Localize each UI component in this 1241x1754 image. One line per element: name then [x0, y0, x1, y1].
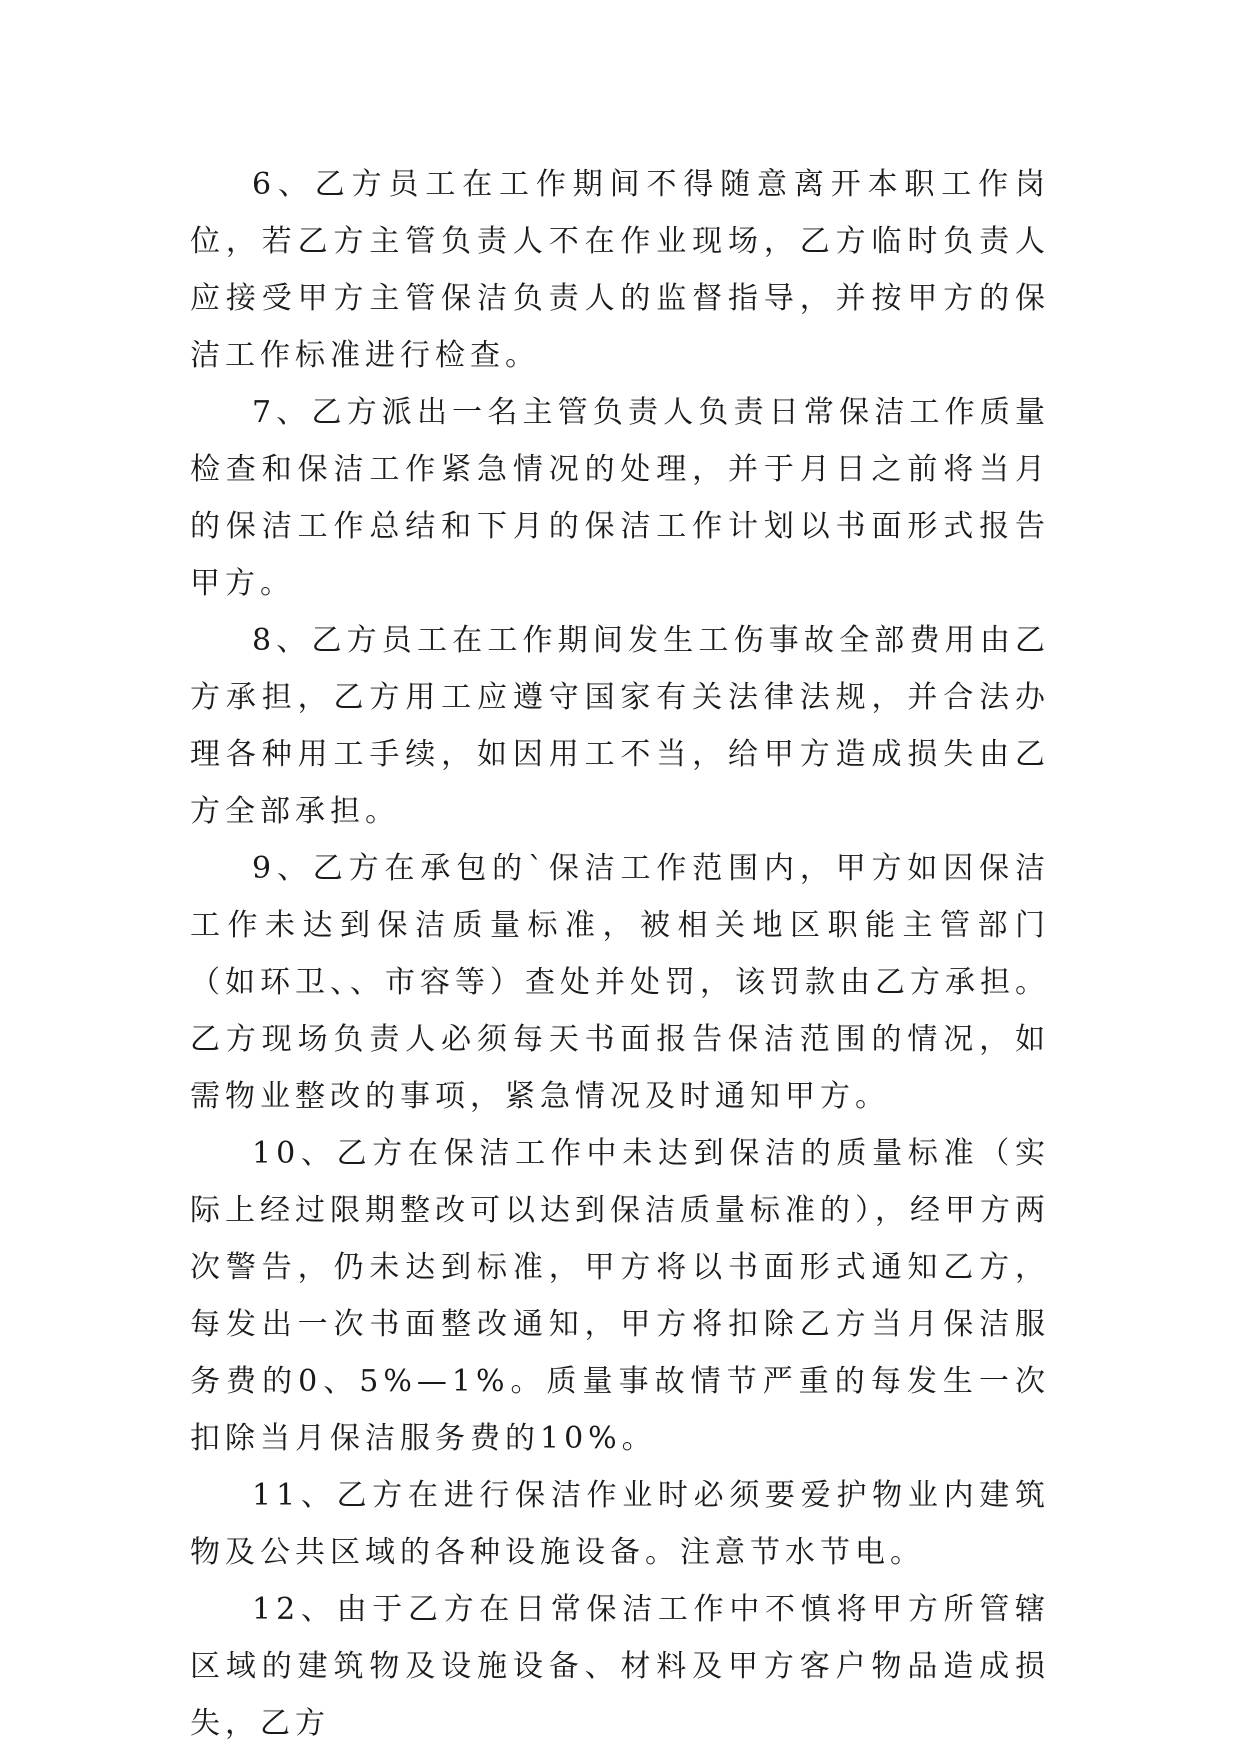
paragraph-6: 6、乙方员工在工作期间不得随意离开本职工作岗位，若乙方主管负责人不在作业现场，乙方临时负责人应接受甲方主管保洁负责人的监督指导，并按甲方的保洁工作标准进行检查。 [190, 167, 1050, 373]
paragraph-11: 11、乙方在进行保洁作业时必须要爱护物业内建筑物及公共区域的各种设施设备。注意节水节电。 [190, 1478, 1050, 1570]
document-body [190, 156, 1050, 1752]
paragraph-9: 9、乙方在承包的`保洁工作范围内，甲方如因保洁工作未达到保洁质量标准，被相关地区职能主管部门（如环卫、、市容等）查处并处罚，该罚款由乙方承担。乙方现场负责人必须每天书面报告保洁范围的情况，如需物业整改的事项，紧急情况及时通知甲方。 [190, 851, 1050, 1114]
paragraph-10: 10、乙方在保洁工作中未达到保洁的质量标准（实际上经过限期整改可以达到保洁质量标准的），经甲方两次警告，仍未达到标准，甲方将以书面形式通知乙方，每发出一次书面整改通知，甲方将扣除乙方当月保洁服务费的0、5%—1%。质量事故情节严重的每发生一次扣除当月保洁服务费的10%。 [190, 1136, 1050, 1456]
paragraph-7: 7、乙方派出一名主管负责人负责日常保洁工作质量检查和保洁工作紧急情况的处理，并于月日之前将当月的保洁工作总结和下月的保洁工作计划以书面形式报告甲方。 [190, 395, 1050, 601]
paragraph-8: 8、乙方员工在工作期间发生工伤事故全部费用由乙方承担，乙方用工应遵守国家有关法律法规，并合法办理各种用工手续，如因用工不当，给甲方造成损失由乙方全部承担。 [190, 623, 1050, 829]
paragraph-12: 12、由于乙方在日常保洁工作中不慎将甲方所管辖区域的建筑物及设施设备、材料及甲方客户物品造成损失，乙方 [190, 1592, 1050, 1741]
